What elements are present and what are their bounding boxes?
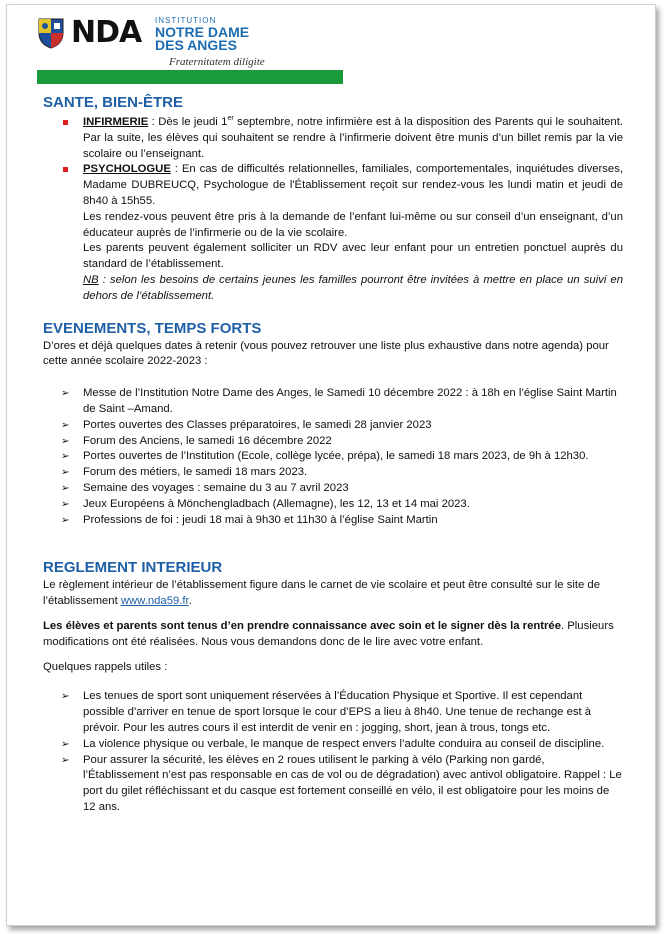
list-item: ➢ Portes ouvertes de l’Institution (Ecole, collège lycée, prépa), le samedi 18 mars 2023, de 9h à 12h30. (43, 449, 623, 465)
section-title-reglement: REGLEMENT INTERIEUR (43, 559, 223, 577)
list-item: ➢ Forum des métiers, le samedi 18 mars 2023. (43, 465, 623, 481)
list-item: ➢ Professions de foi : jeudi 18 mai à 9h30 et 11h30 à l’église Saint Martin (43, 513, 623, 529)
reglement-paragraph-1: Le règlement intérieur de l’établissement figure dans le carnet de vie scolaire et peut être consulté sur le site de l’établissement www.nda59.fr. (43, 579, 600, 608)
list-item: ➢ Jeux Européens à Mönchengladbach (Allemagne), les 12, 13 et 14 mai 2023. (43, 497, 623, 513)
arrow-bullet-icon: ➢ (61, 498, 70, 510)
arrow-bullet-icon: ➢ (61, 435, 70, 447)
arrow-bullet-icon: ➢ (61, 419, 70, 431)
psy-paragraph-2: Les rendez-vous peuvent être pris à la demande de l’enfant lui-même ou sur conseil d’un enseignant, d’un éducateur auprès de l’infirmerie ou de la vie scolaire. (83, 210, 623, 239)
list-item: ➢ Forum des Anciens, le samedi 16 décembre 2022 (43, 434, 623, 450)
arrow-bullet-icon: ➢ (61, 738, 70, 750)
sante-list (43, 115, 623, 210)
rappels-list (43, 689, 623, 815)
infirmerie-item: INFIRMERIE : Dès le jeudi 1er septembre, notre infirmière est à la disposition des Parents qui le souhaitent. Par la suite, les élèves qui souhaitent se rendre à l’infirmerie doivent être munis d’un billet remis par la vie scolaire ou l’enseignant. (43, 115, 623, 162)
nda-logo: NDA (71, 15, 142, 50)
nb-note: NB : selon les besoins de certains jeunes les familles pourront être invitées à mettre en place un suivi en dehors de l’établissement. (83, 273, 623, 302)
arrow-bullet-icon: ➢ (61, 514, 70, 526)
evenements-intro: D’ores et déjà quelques dates à retenir (vous pouvez retrouver une liste plus exhaustive dans notre agenda) pour cette année scolaire 2022-2023 : (43, 339, 609, 368)
square-bullet-icon (63, 167, 68, 172)
list-item: ➢ Semaine des voyages : semaine du 3 au 7 avril 2023 (43, 481, 623, 497)
document-page (6, 4, 656, 926)
arrow-bullet-icon: ➢ (61, 754, 70, 766)
institution-label: INSTITUTION (155, 16, 217, 25)
arrow-bullet-icon: ➢ (61, 482, 70, 494)
list-item: ➢ Pour assurer la sécurité, les élèves en 2 roues utilisent le parking à vélo (Parking non gardé, l’Établissement n’est pas responsable en cas de vol ou de dégradation) avec antivol obligatoire. Rappel : Le port du gilet réfléchissant et du casque est fortement conseillé en vélo, il est obligatoire pour les moins de 12 ans. (61, 753, 622, 813)
arrow-bullet-icon: ➢ (61, 451, 70, 463)
crest-logo (37, 17, 65, 49)
site-link[interactable]: www.nda59.fr (120, 595, 189, 608)
list-item: ➢ Portes ouvertes des Classes préparatoires, le samedi 28 janvier 2023 (43, 418, 623, 434)
arrow-bullet-icon: ➢ (61, 467, 70, 479)
motto: Fraternitatem diligite (169, 56, 265, 68)
institution-name: NOTRE DAME DES ANGES (155, 24, 250, 53)
content (43, 93, 623, 816)
list-item: ➢ La violence physique ou verbale, le manque de respect envers l’adulte conduira au conseil de discipline. (43, 737, 623, 753)
header (37, 15, 367, 75)
list-item: ➢ Messe de l’Institution Notre Dame des Anges, le Samedi 10 décembre 2022 : à 18h en l’église Saint Martin de Saint –Amand. (61, 387, 617, 415)
reglement-paragraph-3: Quelques rappels utiles : (43, 660, 168, 673)
section-title-evenements: EVENEMENTS, TEMPS FORTS (43, 319, 262, 337)
section-title-sante: SANTE, BIEN-ÊTRE (43, 94, 184, 111)
list-item: ➢ Les tenues de sport sont uniquement réservées à l’Éducation Physique et Sportive. Il est cependant possible d’arriver en tenue de sport lorsque le cour d’EPS a lieu à 8h40. Une tenue de rechange est à prévoir. Pour les autres cours il est interdit de venir en : jogging, short, jean à trous, tongs etc. (61, 690, 592, 734)
arrow-bullet-icon: ➢ (61, 691, 70, 703)
square-bullet-icon (63, 120, 68, 125)
reglement-paragraph-2: Les élèves et parents sont tenus d’en prendre connaissance avec soin et le signer dès la rentrée. Plusieurs modifications ont été réalisées. Nous vous demandons donc de le lire avec votre enfant. (43, 619, 614, 648)
psy-paragraph-3: Les parents peuvent également solliciter un RDV avec leur enfant pour un entretien ponctuel auprès du standard de l’établissement. (83, 242, 623, 271)
psychologue-item: PSYCHOLOGUE : En cas de difficultés relationnelles, familiales, comportementales, inquiétudes diverses, Madame DUBREUCQ, Psychologue de l'Établissement reçoit sur rendez-vous les lundi matin et jeudi de 8h40 à 15h55. (43, 162, 623, 209)
header-bar (37, 70, 343, 84)
evenements-list (43, 386, 623, 528)
arrow-bullet-icon: ➢ (61, 388, 70, 400)
